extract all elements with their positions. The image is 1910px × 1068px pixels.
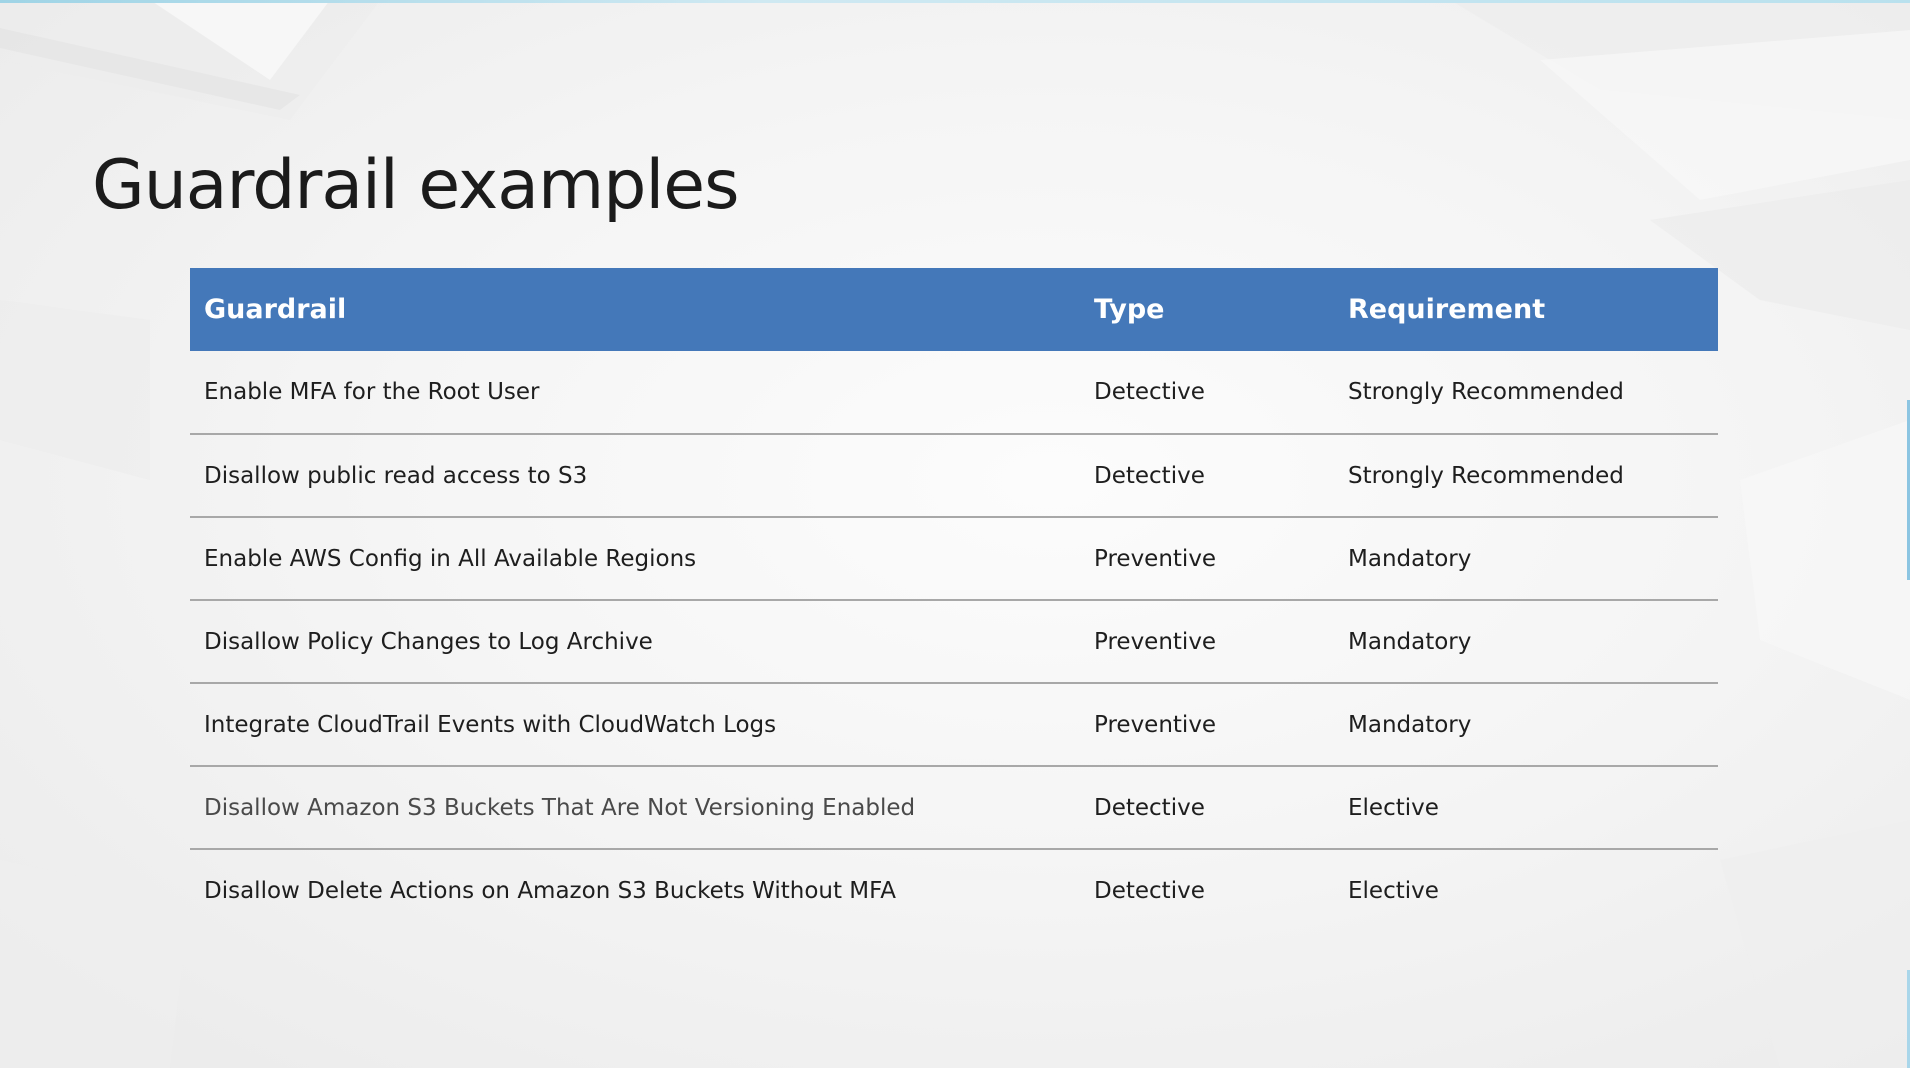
table-row	[190, 849, 1718, 932]
table-header-row	[190, 268, 1718, 351]
cell-guardrail: Disallow public read access to S3	[190, 434, 1080, 517]
table-row	[190, 434, 1718, 517]
top-accent-line	[0, 0, 1910, 3]
cell-type: Preventive	[1080, 517, 1334, 600]
cell-guardrail: Disallow Delete Actions on Amazon S3 Buckets Without MFA	[204, 878, 896, 904]
cell-type: Detective	[1094, 878, 1205, 904]
cell-guardrail: Disallow Amazon S3 Buckets That Are Not Versioning Enabled	[190, 766, 1080, 849]
cell-requirement: Elective	[1334, 766, 1718, 849]
header-requirement: Requirement	[1334, 268, 1718, 351]
table-row	[190, 600, 1718, 683]
table-row	[190, 517, 1718, 600]
cell-requirement: Mandatory	[1334, 683, 1718, 766]
cell-type: Detective	[1080, 766, 1334, 849]
header-guardrail: Guardrail	[190, 268, 1080, 351]
table-row	[190, 351, 1718, 434]
cell-requirement: Strongly Recommended	[1334, 351, 1718, 434]
cell-type: Detective	[1080, 351, 1334, 434]
table-row	[190, 683, 1718, 766]
header-type: Type	[1080, 268, 1334, 351]
cell-requirement: Strongly Recommended	[1334, 434, 1718, 517]
table-row	[190, 766, 1718, 849]
cell-guardrail: Integrate CloudTrail Events with CloudWatch Logs	[190, 683, 1080, 766]
cell-requirement: Mandatory	[1334, 517, 1718, 600]
cell-requirement: Mandatory	[1334, 600, 1718, 683]
guardrail-table	[190, 268, 1718, 932]
slide-title: Guardrail examples	[92, 146, 739, 225]
cell-guardrail: Enable AWS Config in All Available Regions	[190, 517, 1080, 600]
cell-type: Detective	[1080, 434, 1334, 517]
cell-requirement: Elective	[1348, 878, 1439, 904]
cell-type: Preventive	[1080, 600, 1334, 683]
cell-guardrail: Enable MFA for the Root User	[190, 351, 1080, 434]
cell-type: Preventive	[1080, 683, 1334, 766]
cell-guardrail: Disallow Policy Changes to Log Archive	[190, 600, 1080, 683]
